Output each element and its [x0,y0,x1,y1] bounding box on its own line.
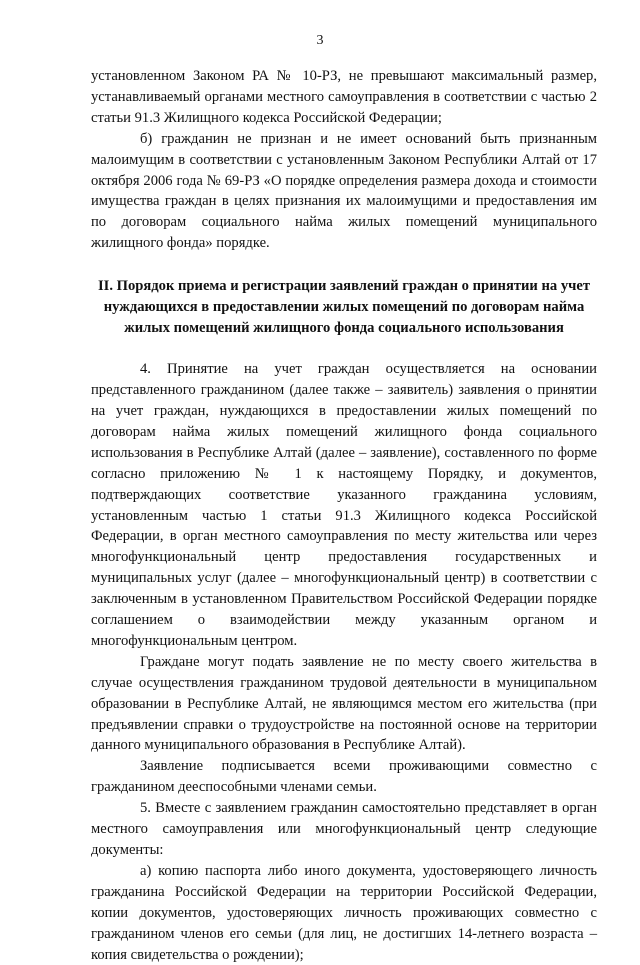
paragraph-item-4: 4. Принятие на учет граждан осуществляется на основании представленного гражданином (далее также – заявитель) заявления о принятии на учет граждан, нуждающихся в предоставлении жилых помещений по договорам найма жилых помещений жилищного фонда социального использования в Республике Алтай (далее – заявление), составленного по форме согласно приложению № 1 к настоящему Порядку, и документов, подтверждающих соответствие указанного гражданина условиям, установленным частью 1 статьи 91.3 Жилищного кодекса Российской Федерации, в орган местного самоуправления по месту жительства или через многофункциональный центр предоставления государственных и муниципальных услуг (далее – многофункциональный центр) в соответствии с заключенным в установленном Правительством Российской Федерации порядке соглашением о взаимодействии между указанным органом и многофункциональным центром. [91,361,597,649]
section-heading: II. Порядок приема и регистрации заявлений граждан о принятии на учет нуждающихся в предоставлении жилых помещений по договорам найма жилых помещений жилищного фонда социального использования [97,278,591,337]
page-number: 3 [316,33,324,48]
paragraph-item-5: 5. Вместе с заявлением гражданин самостоятельно представляет в орган местного самоуправления или многофункциональный центр следующие документы: [91,800,597,858]
paragraph-item-b: б) гражданин не признан и не имеет оснований быть признанным малоимущим в соответствии с установленным Законом Республики Алтай от 17 октября 2006 года № 69-РЗ «О порядке определения размера дохода и стоимости имущества граждан в целях признания их малоимущими и предоставления им по договорам социального найма жилых помещений муниципального жилищного фонда» порядке. [91,130,597,252]
paragraph-signature: Заявление подписывается всеми проживающими совместно с гражданином дееспособными членами семьи. [91,758,597,796]
paragraph-item-a: а) копию паспорта либо иного документа, удостоверяющего личность гражданина Российской Федерации на территории Российской Федерации, копии документов, удостоверяющих личность проживающих совместно с гражданином членов его семьи (для лиц, не достигших 14-летнего возраста – копия свидетельства о рождении); [91,862,597,963]
paragraph-residence: Граждане могут подать заявление не по месту своего жительства в случае осуществления гражданином трудовой деятельности в муниципальном образовании в Республике Алтай, не являющимся местом его жительства (при предъявлении справки о трудоустройстве на постоянной основе на территории данного муниципального образования в Республике Алтай). [91,653,597,754]
paragraph-continuation: установленном Законом РА № 10-РЗ, не превышают максимальный размер, устанавливаемый органами местного самоуправления в соответствии с частью 2 статьи 91.3 Жилищного кодекса Российской Федерации; [91,68,597,126]
document-body [91,66,597,965]
